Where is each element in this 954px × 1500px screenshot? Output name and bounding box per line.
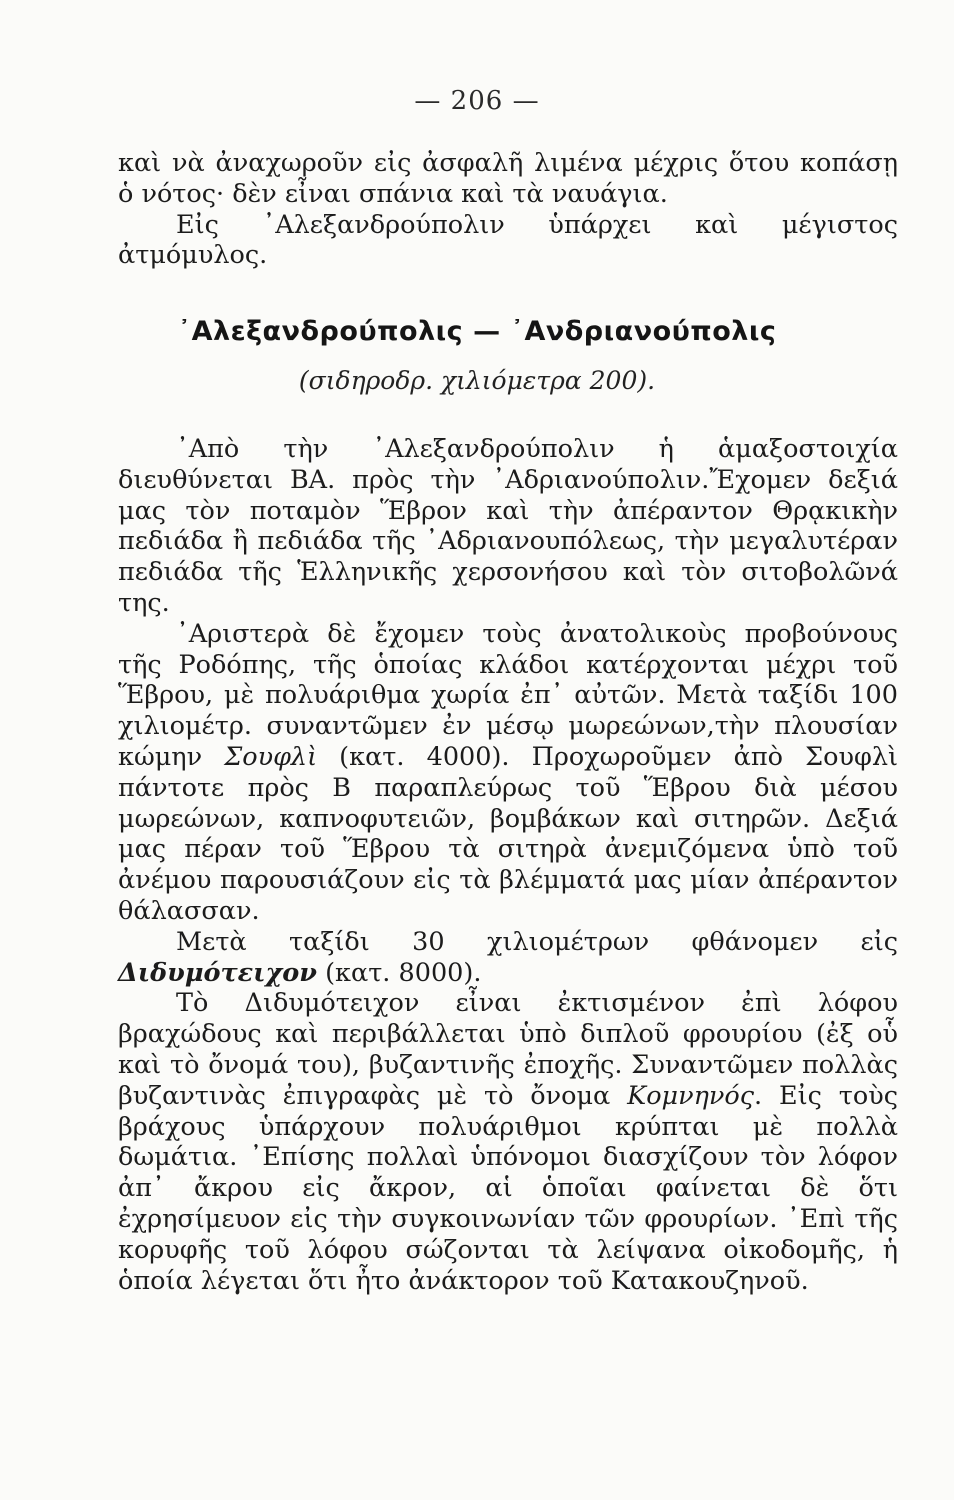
- body-text: [118, 434, 898, 1296]
- section-heading: ᾿Αλεξανδρούπολις — ᾿Ανδριανούπολις: [177, 316, 777, 347]
- body-paragraph-1: ᾿Απὸ τὴν ᾿Αλεξανδρούπολιν ἡ ἁμαξοστοιχία διευθύνεται ΒΑ. πρὸς τὴν ᾿Αδριανούπολιν.Ἔχομεν δεξιά μας τὸν ποταμὸν Ἕβρον καὶ τὴν ἀπέραντον Θρᾳκικὴν πεδιάδα ἢ πεδιάδα τῆς ᾿Αδριανουπόλεως, τὴν μεγαλυτέραν πεδιάδα τῆς Ἑλληνικῆς χερσονήσου καὶ τὸν σιτοβολῶνά της.: [118, 434, 898, 618]
- body-paragraph-3: [118, 927, 898, 989]
- body-paragraph-4-text-a: Τὸ Διδυμότειχον εἶναι ἐκτισμένον ἐπὶ λόφου βραχώδους καὶ περιβάλλεται ὑπὸ διπλοῦ φρουρίου (ἐξ οὗ καὶ τὸ ὄνομά του), βυζαντινῆς ἐποχῆς. Συναντῶμεν πολλὰς βυζαντινὰς ἐπιγραφὰς μὲ τὸ ὄνομα: [118, 988, 898, 1111]
- body-paragraph-2-text-b: (κατ. 4000). Προχωροῦμεν ἀπὸ Σουφλὶ πάντοτε πρὸς Β παραπλεύρως τοῦ Ἕβρου διὰ μέσου μωρεώνων, καπνοφυτειῶν, βομβάκων καὶ σιτηρῶν. Δεξιά μας πέραν τοῦ Ἕβρου τὰ σιτηρὰ ἀνεμιζόμενα ὑπὸ τοῦ ἀνέμου παρουσιάζουν εἰς τὰ βλέμματά μας μίαν ἀπέραντον θάλασσαν.: [118, 741, 898, 926]
- body-paragraph-3-text-b: (κατ. 8000).: [316, 957, 482, 988]
- body-paragraph-2: [118, 619, 898, 927]
- body-paragraph-4-text-b: . Εἰς τοὺς βράχους ὑπάρχουν πολυάριθμοι κρύπται μὲ πολλὰ δωμάτια. ᾿Επίσης πολλαὶ ὑπόνομοι διασχίζουν τὸν λόφον ἀπ᾿ ἄκρου εἰς ἄκρον, αἱ ὁποῖαι φαίνεται δὲ ὅτι ἐχρησίμευον εἰς τὴν συγκοινωνίαν τῶν φρουρίων. ᾿Επὶ τῆς κορυφῆς τοῦ λόφου σώζονται τὰ λείψανα οἰκοδομῆς, ἡ ὁποία λέγεται ὅτι ἦτο ἀνάκτορον τοῦ Κατακουζηνοῦ.: [118, 1080, 898, 1296]
- section-subheading: (σιδηροδρ. χιλιόμετρα 200).: [298, 366, 656, 395]
- page-number: — 206 —: [414, 86, 540, 116]
- body-paragraph-4: [118, 988, 898, 1296]
- body-paragraph-2-text-a: ᾿Αριστερὰ δὲ ἔχομεν τοὺς ἀνατολικοὺς προβούνους τῆς Ροδόπης, τῆς ὁποίας κλάδοι κατέρχονται μέχρι τοῦ Ἕβρου, μὲ πολυάριθμα χωρία ἐπ᾿ αὐτῶν. Μετὰ ταξίδι 100 χιλιομέτρ. συναντῶμεν ἐν μέσῳ μωρεώνων,τὴν πλουσίαν κώμην: [118, 618, 898, 772]
- body-paragraph-3-text-a: Μετὰ ταξίδι 30 χιλιομέτρων φθάνομεν εἰς: [176, 926, 898, 957]
- intro-paragraph-2: Εἰς ᾿Αλεξανδρούπολιν ὑπάρχει καὶ μέγιστος ἀτμόμυλος.: [118, 209, 898, 271]
- name-komninos: Κομνηνός: [627, 1080, 755, 1111]
- intro-paragraph-1: καὶ νὰ ἀναχωροῦν εἰς ἀσφαλῆ λιμένα μέχρις ὅτου κοπάσῃ ὁ νότος· δὲν εἶναι σπάνια καὶ τὰ ναυάγια.: [118, 148, 898, 209]
- place-name-didymoteicho: Διδυμότειχον: [118, 957, 317, 988]
- place-name-soufli: Σουφλὶ: [224, 741, 318, 772]
- intro-text: [118, 148, 898, 271]
